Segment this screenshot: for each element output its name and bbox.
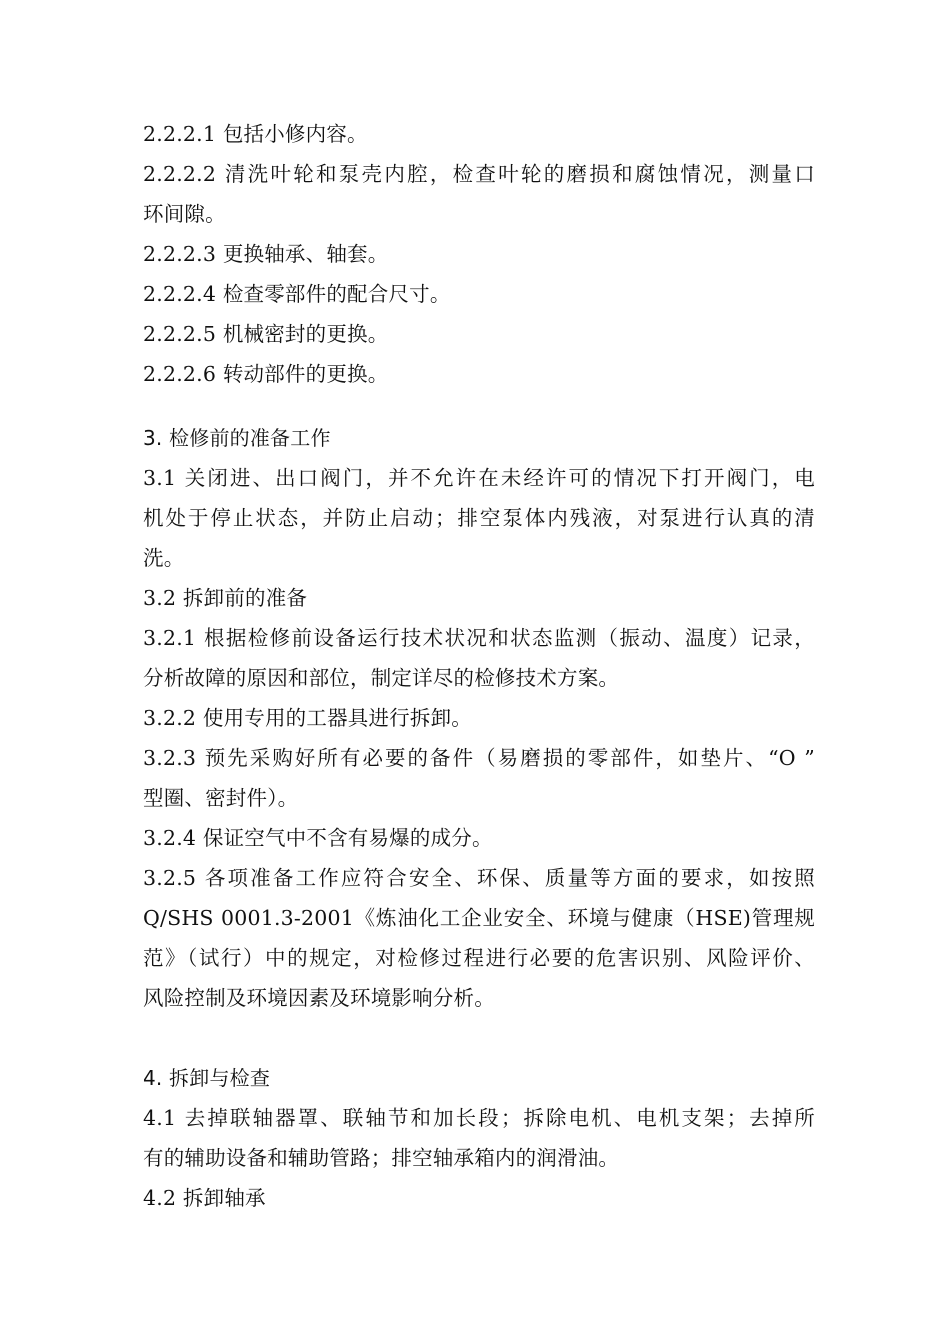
text-line: 3.2.5 各项准备工作应符合安全、环保、质量等方面的要求，如按照 bbox=[143, 866, 815, 890]
text-line: Q/SHS 0001.3-2001《炼油化工企业安全、环境与健康（HSE)管理规 bbox=[143, 906, 815, 930]
text-line: 型圈、密封件）。 bbox=[143, 786, 299, 810]
text-line: 机处于停止状态，并防止启动；排空泵体内残液，对泵进行认真的清 bbox=[143, 506, 815, 530]
text-line: 2.2.2.3 更换轴承、轴套。 bbox=[143, 242, 389, 266]
text-line: 有的辅助设备和辅助管路；排空轴承箱内的润滑油。 bbox=[143, 1146, 620, 1170]
text-line: 2.2.2.4 检查零部件的配合尺寸。 bbox=[143, 282, 451, 306]
section-heading: 3. 检修前的准备工作 bbox=[143, 426, 331, 450]
text-line: 3.2 拆卸前的准备 bbox=[143, 586, 308, 610]
text-line: 3.2.4 保证空气中不含有易爆的成分。 bbox=[143, 826, 493, 850]
text-line: 3.2.2 使用专用的工器具进行拆卸。 bbox=[143, 706, 472, 730]
text-line: 3.2.3 预先采购好所有必要的备件（易磨损的零部件，如垫片、“O ” bbox=[143, 746, 815, 770]
text-line: 环间隙。 bbox=[143, 202, 226, 226]
text-line: 3.2.1 根据检修前设备运行技术状况和状态监测（振动、温度）记录， bbox=[143, 626, 815, 650]
section-heading: 4. 拆卸与检查 bbox=[143, 1066, 271, 1090]
text-line: 2.2.2.2 清洗叶轮和泵壳内腔，检查叶轮的磨损和腐蚀情况，测量口 bbox=[143, 162, 815, 186]
text-line: 2.2.2.1 包括小修内容。 bbox=[143, 122, 368, 146]
text-line: 分析故障的原因和部位，制定详尽的检修技术方案。 bbox=[143, 666, 620, 690]
text-line: 4.1 去掉联轴器罩、联轴节和加长段；拆除电机、电机支架；去掉所 bbox=[143, 1106, 815, 1130]
text-line: 3.1 关闭进、出口阀门，并不允许在未经许可的情况下打开阀门，电 bbox=[143, 466, 815, 490]
text-line: 洗。 bbox=[143, 546, 185, 570]
text-line: 2.2.2.5 机械密封的更换。 bbox=[143, 322, 389, 346]
text-line: 风险控制及环境因素及环境影响分析。 bbox=[143, 986, 495, 1010]
text-line: 范》（试行）中的规定，对检修过程进行必要的危害识别、风险评价、 bbox=[143, 946, 815, 970]
text-line: 2.2.2.6 转动部件的更换。 bbox=[143, 362, 389, 386]
text-line: 4.2 拆卸轴承 bbox=[143, 1186, 266, 1210]
